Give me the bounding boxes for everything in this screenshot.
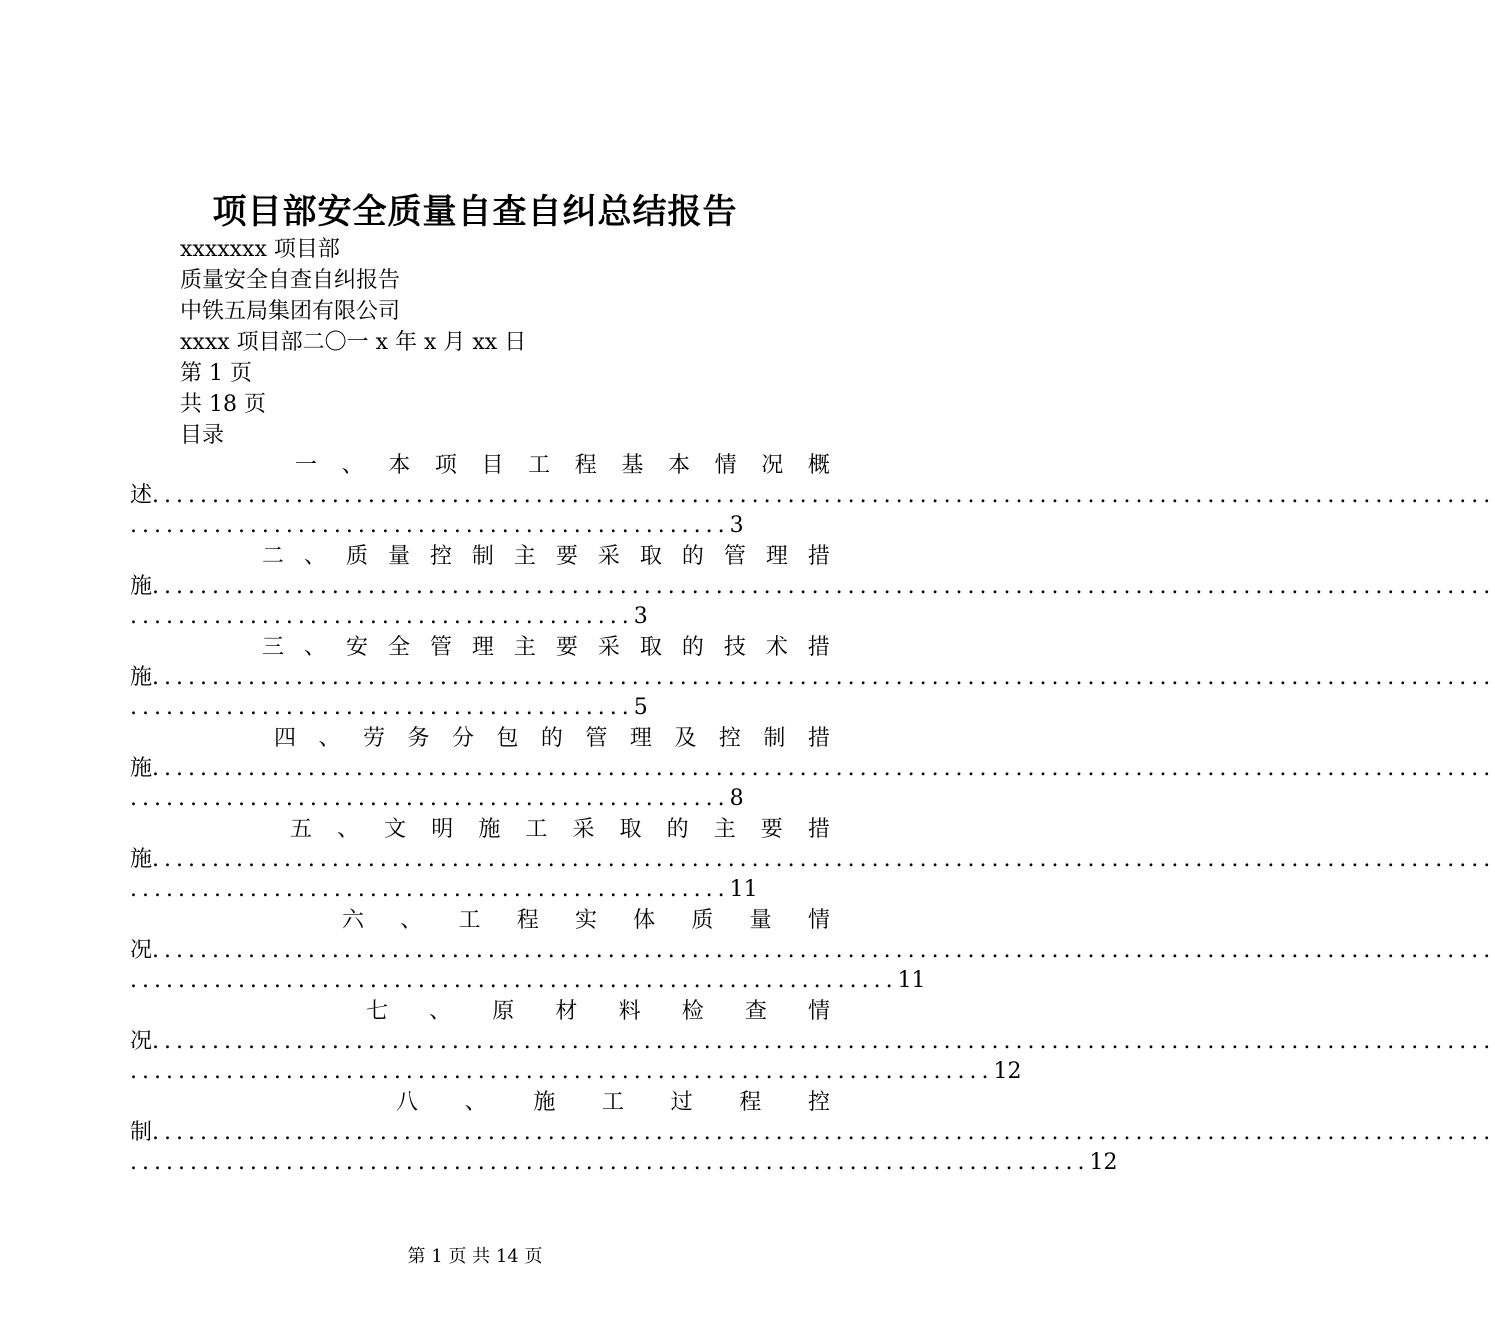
toc-entry-4[interactable] [130,723,1495,814]
leader-dots: .......................................... [130,604,634,629]
table-of-contents [130,450,1495,1178]
toc-entry-5[interactable] [130,814,1495,905]
toc-entry-heading: 四 、 劳 务 分 包 的 管 理 及 控 制 措 [274,726,830,751]
leader-dots: .......................................... [130,695,634,720]
leader-dots: ................................................................................................................ [152,938,1495,963]
toc-entry-tail: 施 [130,847,153,872]
company-name: 中铁五局集团有限公司 [180,299,401,324]
toc-entry-heading: 六 、 工 程 实 体 质 量 情 [342,908,830,933]
toc-entry-heading: 二 、 质 量 控 制 主 要 采 取 的 管 理 措 [262,544,830,569]
toc-entry-tail: 施 [130,665,153,690]
toc-entry-heading: 七 、 原 材 料 检 查 情 [366,999,830,1024]
leader-dots: ................................................................................ [130,1150,1090,1175]
leader-dots: ................................................................................................................ [152,574,1495,599]
page-footer: 第 1 页 共 14 页 [407,1246,543,1267]
leader-dots: .................................................. [130,877,730,902]
toc-entry-heading: 三 、 安 全 管 理 主 要 采 取 的 技 术 措 [262,635,830,660]
toc-entry-page: 8 [729,786,744,811]
toc-entry-page: 12 [993,1059,1022,1084]
toc-entry-2[interactable] [130,541,1495,632]
leader-dots: ................................................................................................................ [152,756,1495,781]
leader-dots: ................................................................................................................ [152,1029,1495,1054]
leader-dots: ........................................................................ [130,1059,994,1084]
toc-entry-page: 3 [633,604,648,629]
toc-entry-heading: 一 、 本 项 目 工 程 基 本 情 况 概 [295,453,830,478]
toc-entry-page: 3 [729,513,744,538]
document-title: 项目部安全质量自查自纠总结报告 [212,192,738,232]
toc-entry-tail: 施 [130,574,153,599]
toc-entry-heading: 八 、 施 工 过 程 控 [396,1090,830,1115]
leader-dots: ................................................................................................................ [152,847,1495,872]
cover-info [180,234,526,451]
report-name: 质量安全自查自纠报告 [180,268,401,293]
toc-entry-heading: 五 、 文 明 施 工 采 取 的 主 要 措 [290,817,830,842]
leader-dots: .................................................. [130,513,730,538]
toc-entry-1[interactable] [130,450,1495,541]
page-indicator: 第 1 页 [180,361,252,386]
toc-entry-page: 5 [633,695,648,720]
leader-dots: ................................................................................................................ [152,483,1495,508]
leader-dots: ................................................................ [130,968,898,993]
toc-entry-page: 11 [897,968,926,993]
page-total: 共 18 页 [180,392,266,417]
leader-dots: ................................................................................................................ [152,1120,1495,1145]
toc-entry-7[interactable] [130,996,1495,1087]
toc-entry-tail: 况 [130,1029,153,1054]
toc-entry-tail: 况 [130,938,153,963]
toc-entry-tail: 述 [130,483,153,508]
toc-entry-tail: 施 [130,756,153,781]
toc-entry-8[interactable] [130,1087,1495,1178]
toc-entry-3[interactable] [130,632,1495,723]
report-date: xxxx 项目部二〇一 x 年 x 月 xx 日 [180,330,527,355]
toc-entry-page: 11 [729,877,758,902]
toc-entry-6[interactable] [130,905,1495,996]
leader-dots: ................................................................................................................ [152,665,1495,690]
toc-entry-page: 12 [1089,1150,1118,1175]
toc-entry-tail: 制 [130,1120,153,1145]
leader-dots: .................................................. [130,786,730,811]
project-name: xxxxxxx 项目部 [180,237,340,262]
toc-heading: 目录 [180,423,225,448]
